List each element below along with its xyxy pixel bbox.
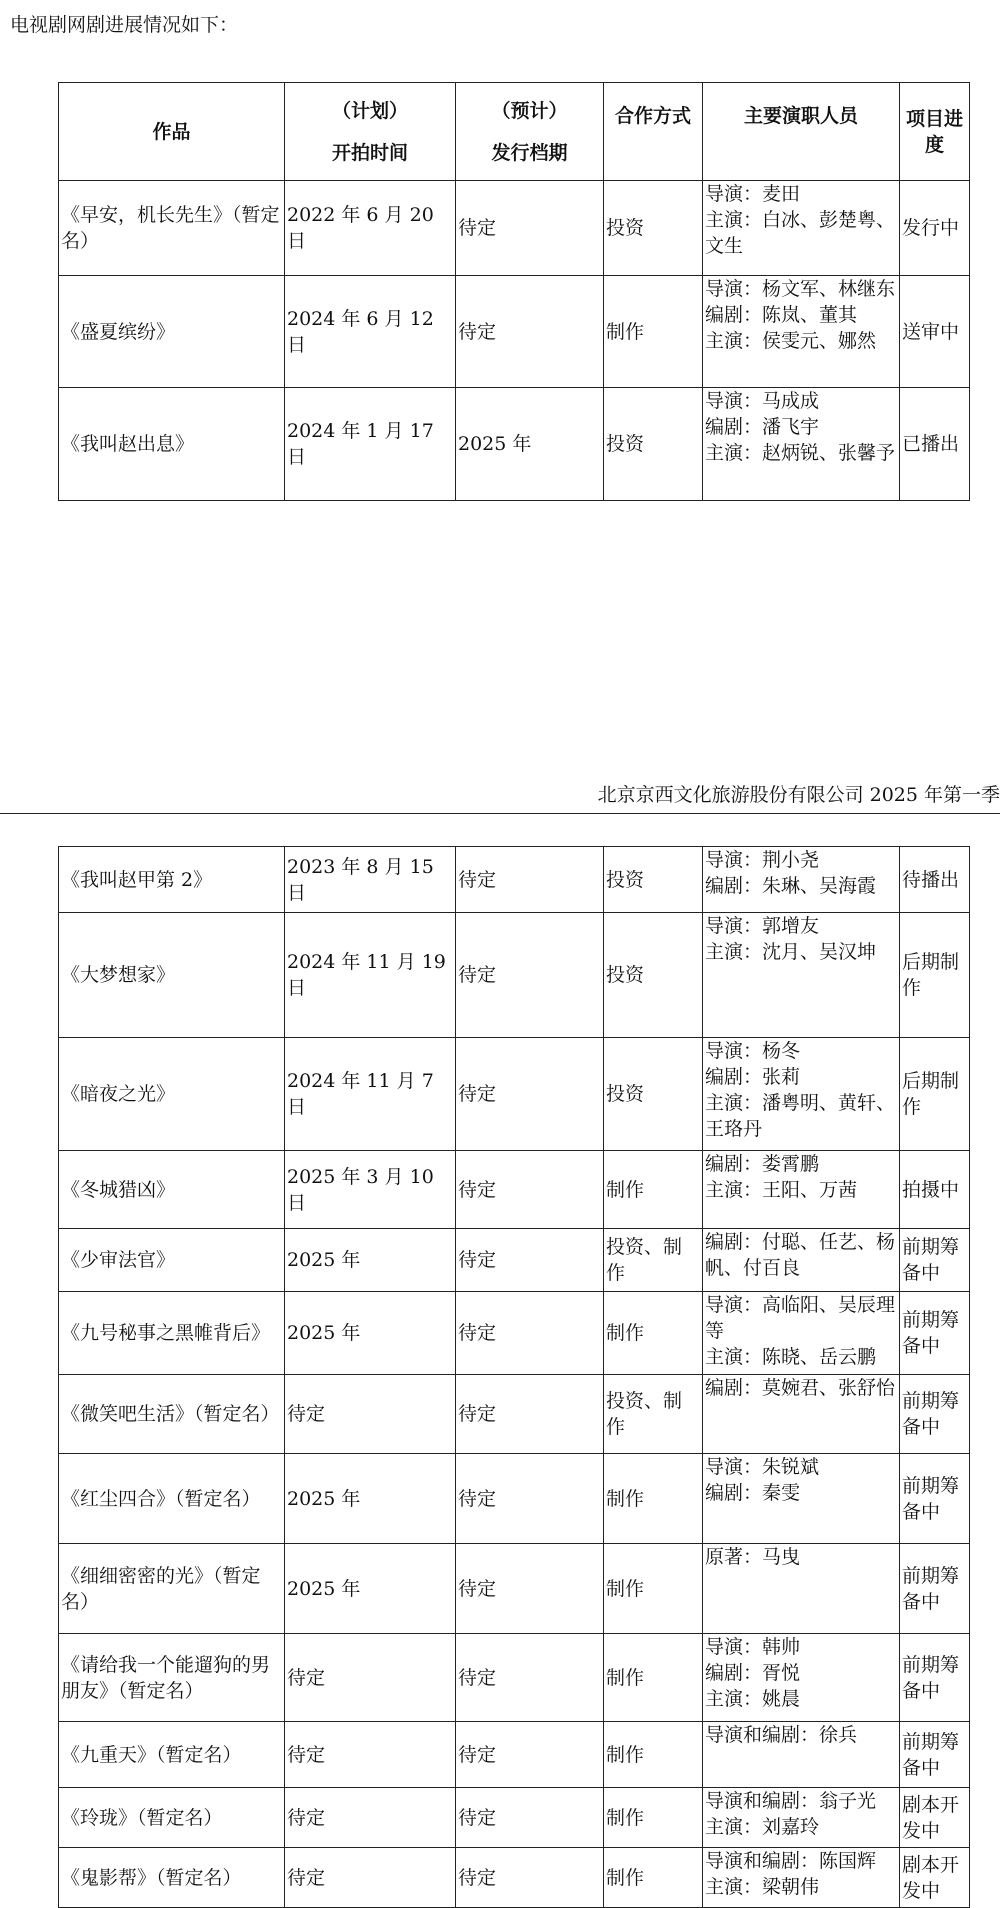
cell-start-date: 2025 年 3 月 10 日 [285,1151,456,1229]
cell-release-date: 待定 [456,1151,604,1229]
cell-work: 《我叫赵出息》 [59,388,285,501]
cell-release-date: 待定 [456,181,604,276]
cell-staff: 导演和编剧：翁子光 主演：刘嘉玲 [703,1788,900,1848]
cell-progress: 拍摄中 [900,1151,970,1229]
cell-staff: 编剧：莫婉君、张舒怡 [703,1375,900,1454]
cell-release-date: 2025 年 [456,388,604,501]
cell-start-date: 待定 [285,1375,456,1454]
cell-progress: 前期筹备中 [900,1292,970,1375]
cell-staff: 导演：杨冬 编剧：张莉 主演：潘粤明、黄轩、王珞丹 [703,1038,900,1151]
table-row [59,1375,970,1454]
cell-start-date: 2025 年 [285,1544,456,1634]
cell-work: 《冬城猎凶》 [59,1151,285,1229]
cell-release-date: 待定 [456,1722,604,1788]
cell-work: 《鬼影帮》（暂定名） [59,1848,285,1908]
cell-progress: 后期制作 [900,913,970,1038]
cell-progress: 前期筹备中 [900,1229,970,1292]
cell-progress: 前期筹备中 [900,1634,970,1722]
cell-work: 《大梦想家》 [59,913,285,1038]
cell-start-date: 待定 [285,1634,456,1722]
cell-coop-mode: 制作 [604,1544,703,1634]
col-header-progress: 项目进度 [900,83,970,181]
cell-work: 《少审法官》 [59,1229,285,1292]
cell-start-date: 2025 年 [285,1292,456,1375]
table-header-row [59,83,970,181]
cell-release-date: 待定 [456,1634,604,1722]
cell-coop-mode: 制作 [604,1788,703,1848]
cell-progress: 已播出 [900,388,970,501]
table-row [59,1038,970,1151]
table-row [59,1722,970,1788]
table-row [59,847,970,913]
cell-coop-mode: 制作 [604,1722,703,1788]
cell-staff: 导演和编剧：徐兵 [703,1722,900,1788]
cell-staff: 编剧：娄霄鹏 主演：王阳、万茜 [703,1151,900,1229]
table-row [59,1634,970,1722]
intro-text: 电视剧网剧进展情况如下： [10,14,239,36]
cell-release-date: 待定 [456,1454,604,1544]
cell-start-date: 2022 年 6 月 20 日 [285,181,456,276]
cell-coop-mode: 投资 [604,913,703,1038]
cell-staff: 导演：朱锐斌 编剧：秦雯 [703,1454,900,1544]
cell-release-date: 待定 [456,1848,604,1908]
cell-work: 《请给我一个能遛狗的男朋友》（暂定名） [59,1634,285,1722]
cell-staff: 导演：麦田 主演：白冰、彭楚粤、文生 [703,181,900,276]
cell-start-date: 2024 年 6 月 12 日 [285,276,456,388]
table-row [59,276,970,388]
cell-progress: 前期筹备中 [900,1375,970,1454]
cell-release-date: 待定 [456,1038,604,1151]
cell-coop-mode: 投资 [604,847,703,913]
cell-progress: 剧本开发中 [900,1848,970,1908]
cell-work: 《九重天》（暂定名） [59,1722,285,1788]
cell-work: 《盛夏缤纷》 [59,276,285,388]
cell-progress: 后期制作 [900,1038,970,1151]
cell-staff: 导演和编剧：陈国辉 主演：梁朝伟 [703,1848,900,1908]
cell-work: 《微笑吧生活》（暂定名） [59,1375,285,1454]
cell-progress: 剧本开发中 [900,1788,970,1848]
table-row [59,1151,970,1229]
col-header-coop: 合作方式 [604,83,703,181]
cell-start-date: 2024 年 11 月 19 日 [285,913,456,1038]
table-row [59,388,970,501]
cell-coop-mode: 投资、制作 [604,1375,703,1454]
col-header-staff: 主要演职人员 [703,83,900,181]
cell-coop-mode: 制作 [604,276,703,388]
cell-progress: 前期筹备中 [900,1544,970,1634]
table-row [59,1454,970,1544]
cell-work: 《细细密密的光》（暂定名） [59,1544,285,1634]
cell-start-date: 2024 年 1 月 17 日 [285,388,456,501]
cell-progress: 发行中 [900,181,970,276]
cell-work: 《早安，机长先生》（暂定名） [59,181,285,276]
col-header-start [285,83,456,181]
page-header: 北京京西文化旅游股份有限公司 2025 年第一季 [597,784,1000,806]
cell-release-date: 待定 [456,847,604,913]
cell-release-date: 待定 [456,1292,604,1375]
cell-progress: 前期筹备中 [900,1454,970,1544]
table-row [59,1848,970,1908]
table-row [59,181,970,276]
cell-release-date: 待定 [456,1788,604,1848]
cell-coop-mode: 投资、制作 [604,1229,703,1292]
cell-release-date: 待定 [456,1375,604,1454]
cell-start-date: 待定 [285,1722,456,1788]
cell-coop-mode: 制作 [604,1634,703,1722]
table-row [59,1544,970,1634]
cell-start-date: 2025 年 [285,1229,456,1292]
cell-coop-mode: 制作 [604,1454,703,1544]
table-row [59,1229,970,1292]
cell-coop-mode: 投资 [604,1038,703,1151]
cell-work: 《我叫赵甲第 2》 [59,847,285,913]
cell-progress: 待播出 [900,847,970,913]
col-header-start-l2: 开拍时间 [331,141,408,164]
cell-coop-mode: 投资 [604,181,703,276]
cell-staff: 导演：荆小尧 编剧：朱琳、吴海霞 [703,847,900,913]
cell-coop-mode: 制作 [604,1848,703,1908]
cell-coop-mode: 制作 [604,1151,703,1229]
col-header-release-l1: （预计） [491,99,568,122]
cell-start-date: 待定 [285,1788,456,1848]
cell-start-date: 2025 年 [285,1454,456,1544]
cell-start-date: 待定 [285,1848,456,1908]
col-header-release-l2: 发行档期 [491,141,568,164]
cell-staff: 导演：高临阳、吴辰理等 主演：陈晓、岳云鹏 [703,1292,900,1375]
cell-staff: 导演：韩帅 编剧：胥悦 主演：姚晨 [703,1634,900,1722]
cell-staff: 导演：马成成 编剧：潘飞宇 主演：赵炳锐、张馨予 [703,388,900,501]
cell-release-date: 待定 [456,1229,604,1292]
cell-staff: 编剧：付聪、任艺、杨帆、付百良 [703,1229,900,1292]
cell-release-date: 待定 [456,1544,604,1634]
drama-progress-table-page1 [58,82,970,501]
cell-work: 《九号秘事之黑帷背后》 [59,1292,285,1375]
cell-work: 《暗夜之光》 [59,1038,285,1151]
page-header-rule [0,813,1000,814]
table-row [59,1292,970,1375]
cell-progress: 前期筹备中 [900,1722,970,1788]
table-row [59,1788,970,1848]
drama-progress-table-page2 [58,846,970,1908]
cell-progress: 送审中 [900,276,970,388]
cell-coop-mode: 制作 [604,1292,703,1375]
col-header-work: 作品 [59,83,285,181]
cell-release-date: 待定 [456,276,604,388]
cell-start-date: 2023 年 8 月 15 日 [285,847,456,913]
cell-start-date: 2024 年 11 月 7 日 [285,1038,456,1151]
cell-staff: 原著：马曳 [703,1544,900,1634]
cell-work: 《玲珑》（暂定名） [59,1788,285,1848]
col-header-release [456,83,604,181]
cell-coop-mode: 投资 [604,388,703,501]
cell-staff: 导演：杨文军、林继东 编剧：陈岚、董其 主演：侯雯元、娜然 [703,276,900,388]
table-row [59,913,970,1038]
cell-work: 《红尘四合》（暂定名） [59,1454,285,1544]
cell-staff: 导演：郭增友 主演：沈月、吴汉坤 [703,913,900,1038]
cell-release-date: 待定 [456,913,604,1038]
col-header-start-l1: （计划） [331,99,408,122]
